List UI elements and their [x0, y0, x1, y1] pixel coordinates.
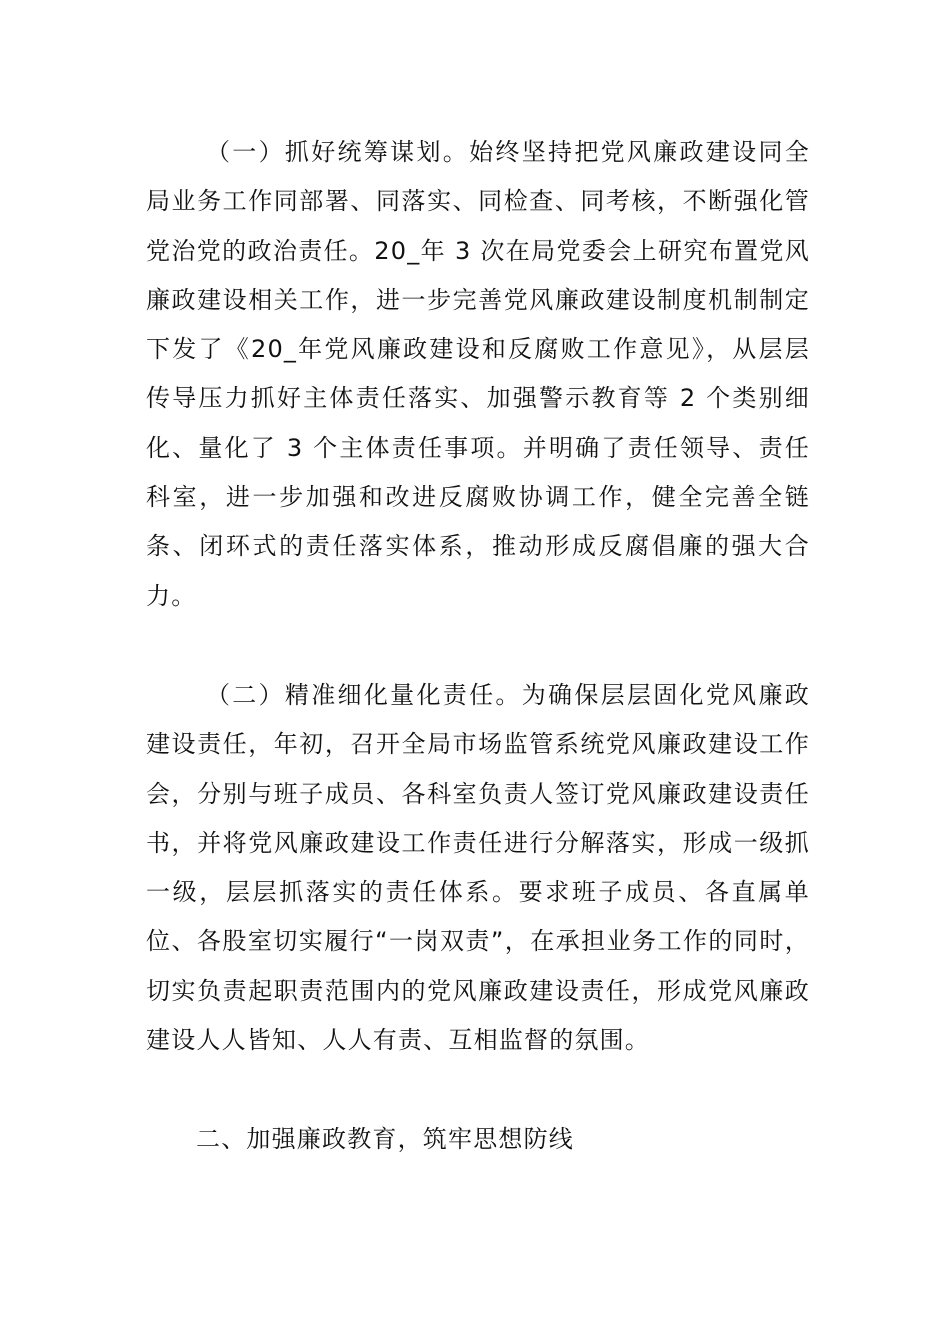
document-body: [146, 128, 810, 1165]
paragraph-overall-planning: （一）抓好统筹谋划。始终坚持把党风廉政建设同全局业务工作同部署、同落实、同检查、同考核，不断强化管党治党的政治责任。20_年 3 次在局党委会上研究布置党风廉政建设相关工作，进一步完善党风廉政建设制度机制制定下发了《20_年党风廉政建设和反腐败工作意见》，从层层传导压力抓好主体责任落实、加强警示教育等 2 个类别细化、量化了 3 个主体责任事项。并明确了责任领导、责任科室，进一步加强和改进反腐败协调工作，健全完善全链条、闭环式的责任落实体系，推动形成反腐倡廉的强大合力。: [146, 138, 810, 610]
section-heading: 二、加强廉政教育，筑牢思想防线: [196, 1125, 574, 1154]
paragraph-refine-responsibility: （二）精准细化量化责任。为确保层层固化党风廉政建设责任，年初，召开全局市场监管系统党风廉政建设工作会，分别与班子成员、各科室负责人签订党风廉政建设责任书，并将党风廉政建设工作责任进行分解落实，形成一级抓一级，层层抓落实的责任体系。要求班子成员、各直属单位、各股室切实履行“一岗双责”，在承担业务工作的同时，切实负责起职责范围内的党风廉政建设责任，形成党风廉政建设人人皆知、人人有责、互相监督的氛围。: [146, 680, 810, 1055]
